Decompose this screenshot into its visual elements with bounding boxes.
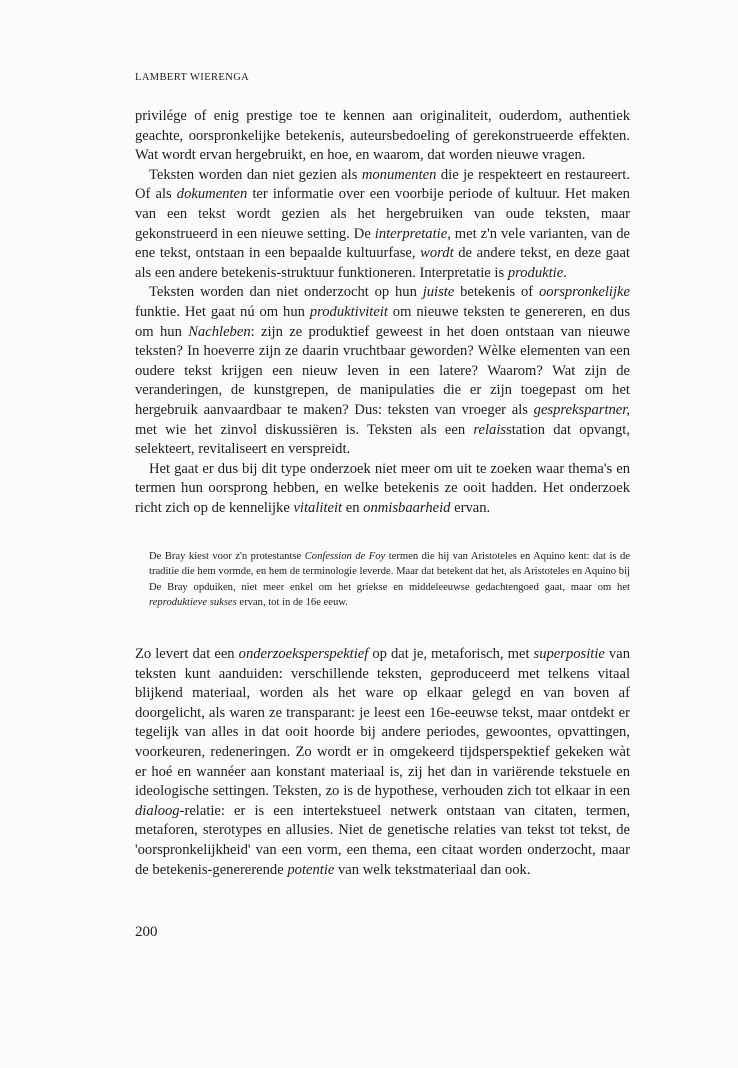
main-text (135, 107, 630, 518)
italic-term: vitaliteit (293, 499, 343, 516)
italic-term: dialoog (135, 802, 180, 819)
italic-term: juiste (422, 284, 455, 301)
italic-term: Nachleben (188, 323, 251, 340)
italic-term: gesprekspartner, (533, 401, 630, 418)
italic-term: onmisbaarheid (363, 499, 451, 516)
italic-term: interpretatie (374, 225, 448, 242)
italic-term: relais (473, 421, 507, 438)
paragraph-4: Het gaat er dus bij dit type onderzoek niet meer om uit te zoeken waar thema's en termen hun oorsprong hebben, en welke betekenis ze ooit hadden. Het onderzoek richt zich op de kennelijke vitaliteit en onmisbaarheid ervan. (135, 460, 630, 516)
italic-term: potentie (287, 861, 335, 878)
italic-term: superpositie (533, 646, 605, 662)
italic-term: dokumenten (176, 186, 248, 203)
italic-term: wordt (420, 245, 454, 262)
italic-term: produktiviteit (309, 303, 388, 320)
indented-note: De Bray kiest voor z'n protestantse Confession de Foy termen die hij van Aristoteles en Aquino kent: dat is de traditie die hem vormde, en hem de terminologie leverde. Maar dat betekent dat het, als Aristoteles en Aquino bij De Bray opduiken, niet meer enkel om het griekse en middeleeuwse gedachtengoed gaat, maar om het reproduktieve sukses ervan, tot in de 16e eeuw. (149, 551, 630, 608)
page-number: 200 (135, 924, 158, 940)
italic-term: onderzoeksperspektief (238, 646, 369, 662)
paragraph-5: Zo levert dat een onderzoeksperspektief op dat je, metaforisch, met superpositie van teksten kunt aanduiden: verschillende teksten, geproduceerd met telkens vitaal blijkend materiaal, worden als het ware op elkaar gelegd en van boven af doorgelicht, als waren ze transparant: je leest een 16e-eeuwse tekst, maar ontdekt er tegelijk van alles in dat ooit hoorde bij andere periodes, gewoontes, opvattingen, voorkeuren, redeneringen. Zo wordt er in omgekeerd tijdsperspektief gekeken wàt er hoé en wannéer aan konstant materiaal is, zij het dan in variërende tekstuele en ideologische settingen. Teksten, zo is de hypothese, verhouden zich tot elkaar in een dialoog-relatie: er is een intertekstueel netwerk ontstaan van citaten, termen, metaforen, sterotypes en allusies. Niet de genetische relaties van tekst tot tekst, de 'oorspronkelijkheid' van een vorm, een thema, een citaat worden onderzocht, maar de betekenis-genererende potentie van welk tekstmateriaal dan ook. (135, 646, 630, 878)
italic-term: monumenten (361, 166, 437, 183)
paragraph-2: Teksten worden dan niet gezien als monumenten die je respekteert en restaureert. Of als dokumenten ter informatie over een voorbije periode of kultuur. Het maken van een tekst wordt gezien als het hergebruiken van oude teksten, maar gekonstrueerd in een nieuwe setting. De interpretatie, met z'n vele varianten, van de ene tekst, ontstaan in een bepaalde kultuurfase, wordt de andere tekst, en deze gaat als een andere betekenis-struktuur funktioneren. Interpretatie is produktie. (135, 166, 630, 281)
italic-term: produktie (507, 264, 564, 281)
main-text-continued (135, 645, 630, 880)
running-head: LAMBERT WIERENGA (135, 72, 250, 83)
paragraph-3: Teksten worden dan niet onderzocht op hun juiste betekenis of oorspronkelijke funktie. Het gaat nú om hun produktiviteit om nieuwe teksten te genereren, en dus om hun Nachleben: zijn ze produktief geweest in het doen ontstaan van nieuwe teksten? In hoeverre zijn ze daarin vruchtbaar geworden? Wèlke elementen van een oudere tekst krijgen een nieuw leven in een latere? Waarom? Wat zijn de veranderingen, de kunstgrepen, de manipulaties die er zijn toegepast om het hergebruik aanvaardbaar te maken? Dus: teksten van vroeger als gesprekspartner, met wie het zinvol diskussiëren is. Teksten als een relaisstation dat opvangt, selekteert, revitaliseert en verspreidt. (135, 284, 631, 458)
paragraph-1: privilége of enig prestige toe te kennen aan originaliteit, ouderdom, authentiek geachte, oorspronkelijke betekenis, auteursbedoeling of gerekonstrueerde effekten. Wat wordt ervan hergebruikt, en hoe, en waarom, dat worden nieuwe vragen. (135, 108, 630, 164)
italic-term: oorspronkelijke (538, 284, 630, 301)
italic-term: reproduktieve sukses (149, 596, 237, 608)
italic-term: Confession de Foy (304, 551, 386, 562)
